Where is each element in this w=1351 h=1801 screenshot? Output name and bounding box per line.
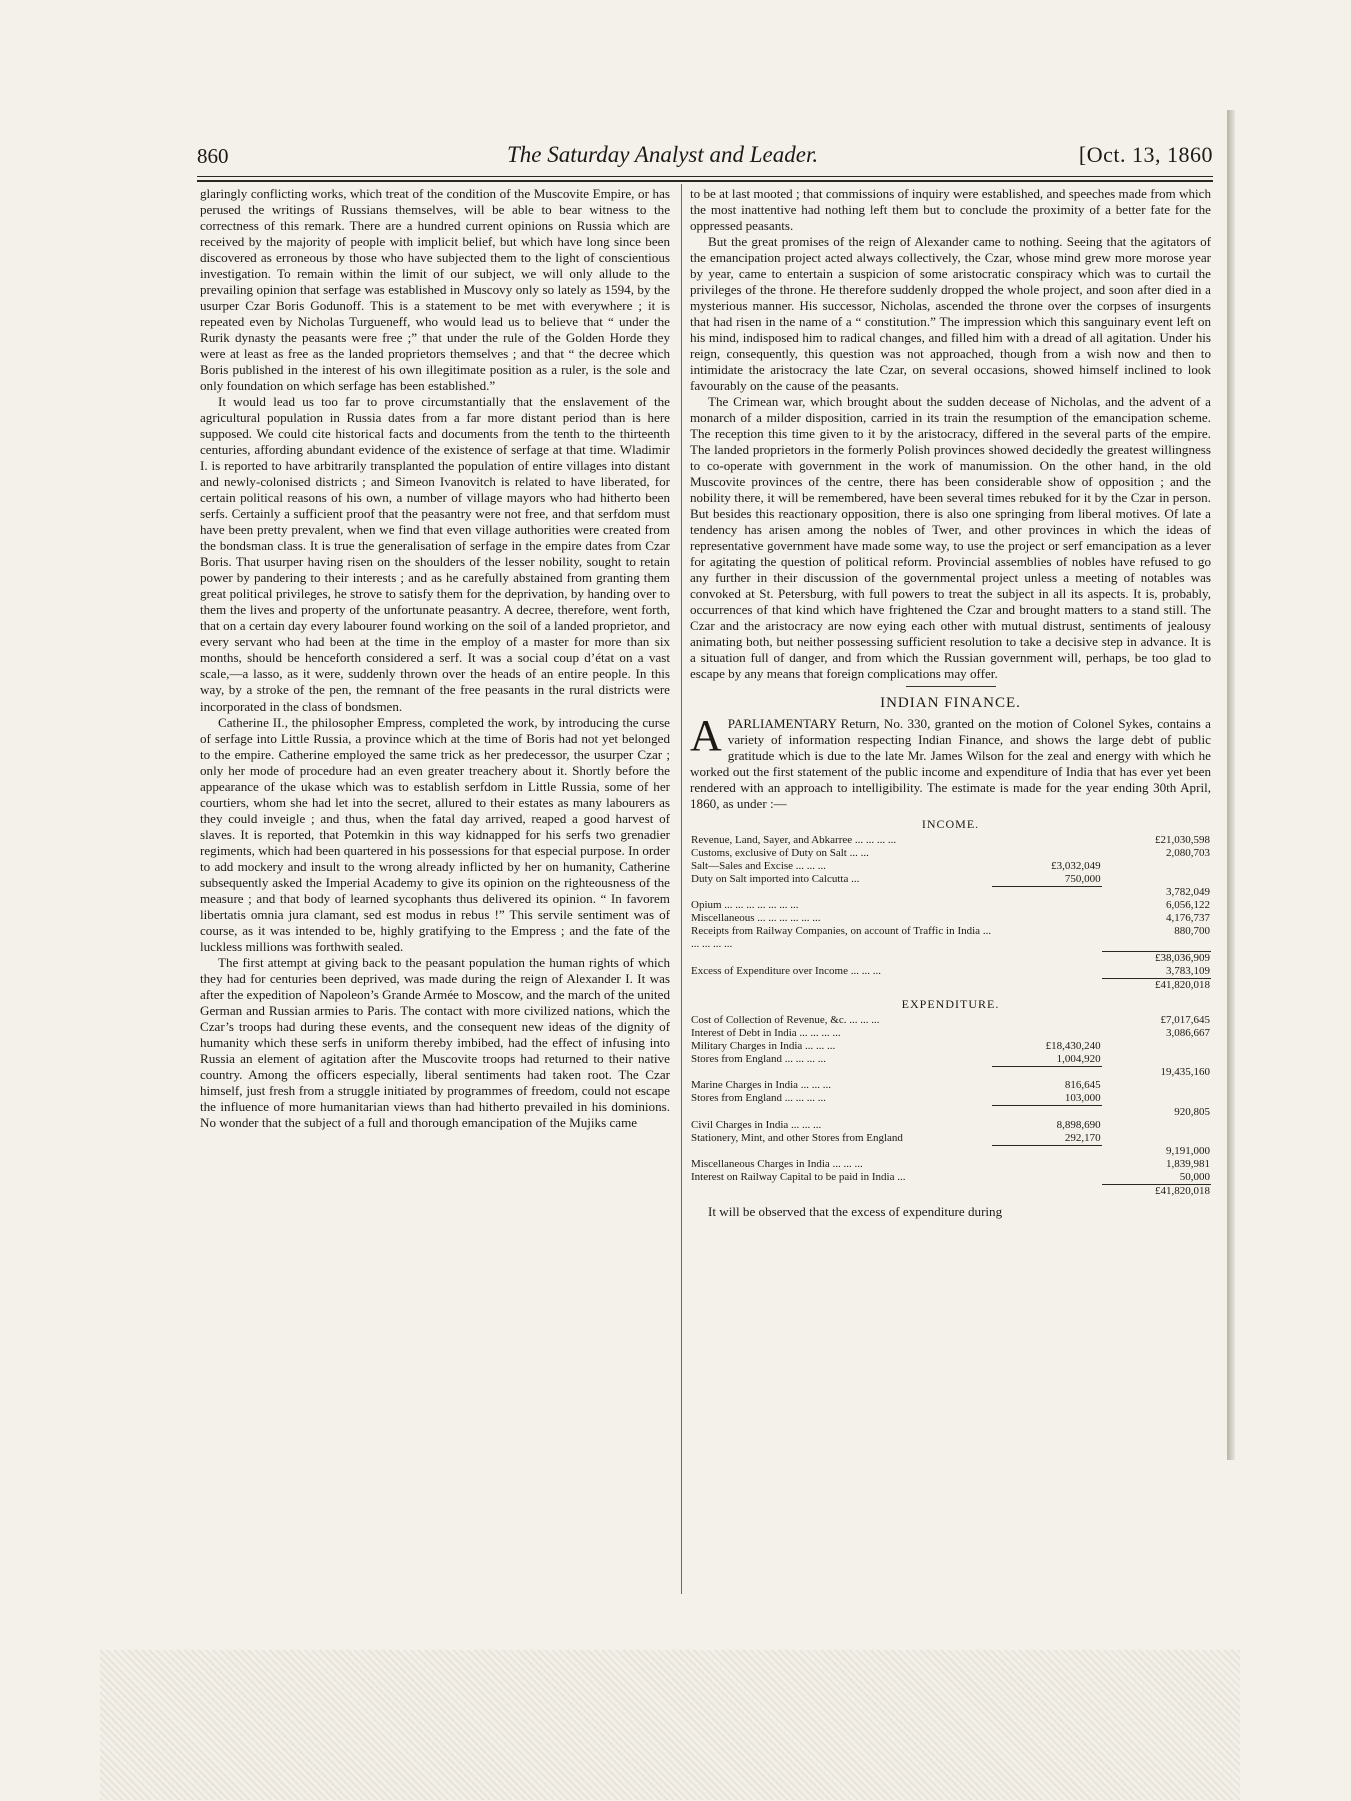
left-column [200, 186, 670, 1131]
finance-row [690, 1119, 1211, 1132]
drop-cap: A [690, 710, 722, 760]
finance-cell-a [992, 978, 1101, 992]
finance-row [690, 1014, 1211, 1027]
finance-cell-b [1102, 1119, 1211, 1132]
finance-cell-a [992, 1027, 1101, 1040]
finance-cell-label: Civil Charges in India ... ... ... [691, 1118, 822, 1131]
finance-cell-a: 816,645 [1064, 1079, 1101, 1092]
header-rule-thick [197, 180, 1213, 182]
article-paragraph: But the great promises of the reign of Alexander came to nothing. Seeing that the agitators of the emancipation project acted always collectively, the Czar, whose mind grew more morose year by year, came to entertain a suspicion of some aristocratic conspiracy which was to curtail the privileges of the throne. He therefore suddenly dropped the whole project, and soon after died in a mysterious manner. His successor, Nicholas, ascended the throne over the corpses of insurgents that had risen in the name of a “ constitution.” The impression which this sanguinary event left on his mind, indisposed him to radical changes, and filled him with a dread of all agitation. Under his reign, consequently, this question was not approached, though from a wish now and then to intimidate the aristocracy the late Czar, on several occasions, showed himself inclined to look favourably on the cause of the peasants. [690, 234, 1211, 394]
page-number: 860 [197, 144, 229, 168]
finance-row [690, 912, 1211, 925]
finance-cell-a [992, 1066, 1101, 1079]
finance-cell-a [992, 847, 1101, 860]
finance-cell-b [1102, 860, 1211, 873]
finance-row [690, 1145, 1211, 1158]
finance-cell-a: 103,000 [992, 1092, 1101, 1106]
finance-row [690, 1092, 1211, 1106]
finance-row [690, 873, 1211, 887]
finance-cell-b: 4,176,737 [1166, 912, 1210, 925]
finance-cell-a [992, 1158, 1101, 1171]
page-edge-shadow [1227, 110, 1235, 1460]
finance-cell-label: Excess of Expenditure over Income ... ... ... [691, 964, 881, 977]
finance-row [690, 1027, 1211, 1040]
finance-cell-label: Duty on Salt imported into Calcutta ... [691, 872, 860, 885]
finance-cell-label: Marine Charges in India ... ... ... [691, 1079, 832, 1092]
finance-cell-a: £18,430,240 [1045, 1039, 1101, 1052]
page-bottom-texture [100, 1650, 1240, 1800]
column-divider [681, 184, 682, 1594]
finance-cell-b [1102, 1132, 1211, 1146]
finance-cell-b [1102, 873, 1211, 887]
right-column [690, 186, 1211, 1220]
finance-cell-label: Opium ... ... ... ... ... ... ... [691, 899, 799, 912]
article-paragraph: It would lead us too far to prove circumstantially that the enslavement of the agricultural population in Russia dates from a far more distant period than is here supposed. We could cite historical facts and documents from the tenth to the thirteenth centuries, affording abundant evidence of the existence of serfage at that time. Wladimir I. is reported to have arbitrarily transplanted the population of entire villages into distant and newly-colonised districts ; and Simeon Ivanovitch is related to have liberated, for certain political reasons of his own, a number of village mayors who had hitherto been serfs. Certainly a sufficient proof that the peasantry were not free, and that serfdom must have been pretty prevalent, when we find that even village authorities were created from the bondsman class. It is true the generalisation of serfage in the empire dates from Czar Boris. That usurper having risen on the shoulders of the lesser nobility, sought to retain power by pandering to their interests ; and as he carefully abstained from granting them great political privileges, he strove to satisfy them for the deprivation, by handing over to them the lives and property of the unfortunate peasantry. A decree, therefore, went forth, that on a certain day every labourer found working on the soil of a landed proprietor, and every servant who had been at the time in the employ of a master for more than six months, should be henceforth considered a serf. It was a social coup d’état on a vast scale,—a lasso, as it were, suddenly thrown over the heads of an entire people. In this way, by a stroke of the pen, the remnant of the free peasants in the rural districts were incorporated in the class of bondsmen. [200, 394, 670, 714]
finance-cell-b [1102, 1079, 1211, 1092]
finance-cell-label: Miscellaneous Charges in India ... ... ... [691, 1158, 863, 1171]
finance-cell-b: £7,017,645 [1160, 1013, 1210, 1026]
finance-cell-b: £21,030,598 [1155, 833, 1210, 846]
finance-cell-label: Revenue, Land, Sayer, and Abkarree ... ... ... ... [691, 833, 897, 846]
finance-cell-b: £38,036,909 [1155, 951, 1210, 964]
finance-cell-label: Interest of Debt in India ... ... ... ... [691, 1026, 841, 1039]
finance-row [690, 1066, 1211, 1079]
finance-cell-b: 3,086,667 [1166, 1026, 1210, 1039]
finance-cell-label: Military Charges in India ... ... ... [691, 1039, 836, 1052]
finance-row [690, 1106, 1211, 1119]
income-table [690, 834, 1211, 992]
page-header [197, 138, 1213, 174]
finance-cell-label: Stores from England ... ... ... ... [691, 1092, 827, 1105]
finance-intro [690, 710, 1211, 812]
finance-cell-label [690, 951, 992, 965]
finance-row [690, 978, 1211, 992]
finance-cell-a [992, 1014, 1101, 1027]
finance-cell-b: 3,782,049 [1166, 886, 1210, 899]
finance-cell-a [992, 899, 1101, 912]
section-title: INDIAN FINANCE. [880, 695, 1021, 712]
finance-cell-b: £41,820,018 [1155, 978, 1210, 991]
finance-cell-label: Stationery, Mint, and other Stores from England [691, 1131, 903, 1144]
finance-cell-b [1102, 1040, 1211, 1053]
finance-cell-b: £41,820,018 [1155, 1185, 1210, 1198]
finance-row [690, 1132, 1211, 1146]
finance-row [690, 965, 1211, 979]
article-paragraph: Catherine II., the philosopher Empress, completed the work, by introducing the curse of serfage into Little Russia, a province which at the time of Boris had not yet belonged to the empire. Catherine employed the same trick as her predecessor, the usurper Czar ; only her mode of procedure had an even greater treachery about it. Shortly before the appearance of the ukase which was to establish serfdom in Little Russia, some of her courtiers, whom she had let into the secret, allured to their estates as many labourers as they could inveigle ; and thus, when the fatal day arrived, reaped a good harvest of slaves. It is reported, that Potemkin in this way kidnapped for his serfs two grenadier regiments, which had been quartered in his possessions for that especial purpose. In order to add mockery and insult to the wrong already inflicted by her on humanity, Catherine subsequently asked the Imperial Academy to give its opinion on the righteousness of the measure ; and that body of learned sycophants thus delivered its opinion. “ In favorem libertatis omnia jura clamant, sed est modus in rebus !” This servile sentiment was of course, as it was intended to be, highly gratifying to the Empress ; and the fate of the luckless millions was forthwith sealed. [200, 714, 670, 954]
finance-cell-b [1102, 1053, 1211, 1067]
finance-row [690, 1040, 1211, 1053]
finance-cell-a [992, 1171, 1101, 1185]
finance-cell-a [992, 834, 1101, 847]
finance-cell-label [690, 886, 992, 899]
finance-row [690, 899, 1211, 912]
finance-row [690, 1053, 1211, 1067]
finance-cell-b: 9,191,000 [1166, 1145, 1210, 1158]
finance-cell-label: Salt—Sales and Excise ... ... ... [691, 859, 827, 872]
article-paragraph: glaringly conflicting works, which treat of the condition of the Muscovite Empire, or has perused the writings of Russians themselves, will be able to bear witness to the correctness of this remark. There are a hundred current opinions on Russia which are received by the majority of people with implicit belief, but which have long since been discovered as erroneous by those who have subjected them to the light of conscientious investigation. To remain within the limit of our subject, we will only allude to the prevailing opinion that serfage was established in Muscovy only so lately as 1594, by the usurper Czar Boris Godunoff. This is a statement to be met with everywhere ; it is repeated even by Nicholas Turgueneff, who would lead us to believe that “ under the Rurik dynasty the peasants were free ;” that under the rule of the Golden Horde they were at least as free as the landed proprietors themselves ; and that “ the decree which Boris published in the interest of his own illegitimate position as a ruler, is the sole and only foundation on which serfage has been established.” [200, 186, 670, 394]
finance-cell-b: 19,435,160 [1160, 1066, 1210, 1079]
finance-cell-a [992, 1106, 1101, 1119]
finance-cell-label [690, 1106, 992, 1119]
finance-cell-a [992, 1185, 1101, 1199]
finance-cell-label: Miscellaneous ... ... ... ... ... ... [691, 912, 821, 925]
finance-cell-label: Stores from England ... ... ... ... [691, 1052, 827, 1065]
finance-cell-a [992, 912, 1101, 925]
issue-date: [Oct. 13, 1860 [1078, 142, 1213, 167]
finance-row [690, 847, 1211, 860]
finance-row [690, 834, 1211, 847]
finance-cell-label [690, 1185, 992, 1199]
finance-row [690, 886, 1211, 899]
finance-cell-a [992, 1145, 1101, 1158]
finance-cell-a: 1,004,920 [992, 1053, 1101, 1067]
finance-cell-b: 3,783,109 [1102, 965, 1211, 979]
finance-cell-a: £3,032,049 [1051, 859, 1101, 872]
finance-cell-b: 2,080,703 [1166, 846, 1210, 859]
finance-cell-b: 6,056,122 [1166, 899, 1210, 912]
section-divider [906, 686, 996, 687]
finance-row [690, 951, 1211, 965]
article-paragraph: The first attempt at giving back to the peasant population the human rights of which they had for centuries been deprived, was made during the reign of Alexander I. It was after the expedition of Napoleon’s Grande Armée to Moscow, and the march of the united German and Russian armies to Paris. The contact with more civilized nations, which the Czar’s troops had during these events, and the consequent new ideas of the dignity of humanity which these serfs in uniform thereby imbibed, had the effect of infusing into Russia an element of agitation after the Muscovite troops had returned to their native country. Among the officers especially, liberal sentiments had taken root. The Czar himself, just fresh from a struggle initiated by programmes of freedom, could not escape the influence of more humanitarian views than had hitherto prevailed in his dominions. No wonder that the subject of a full and thorough emancipation of the Mujiks came [200, 954, 671, 1130]
finance-row [690, 1158, 1211, 1171]
publication-title: The Saturday Analyst and Leader. [507, 142, 819, 167]
header-rule-thin [197, 176, 1213, 177]
finance-cell-label: Interest on Railway Capital to be paid in India ... [691, 1171, 906, 1184]
finance-cell-b: 880,700 [1102, 925, 1211, 951]
closing-line: It will be observed that the excess of expenditure during [708, 1204, 1003, 1220]
finance-row [690, 1079, 1211, 1092]
finance-cell-a [992, 951, 1101, 965]
expenditure-heading: EXPENDITURE. [901, 996, 1000, 1011]
finance-cell-a [992, 925, 1101, 951]
article-paragraph: to be at last mooted ; that commissions of inquiry were established, and speeches made from which the most inattentive had nothing left them but to conclude the proximity of a better fate for the oppressed peasants. [690, 186, 1211, 234]
finance-cell-b [1102, 1092, 1211, 1106]
income-heading: INCOME. [921, 816, 980, 831]
finance-cell-b: 50,000 [1102, 1171, 1211, 1185]
finance-intro-text: PARLIAMENTARY Return, No. 330, granted on the motion of Colonel Sykes, contains a variety of information respecting Indian Finance, and shows the large debt of public gratitude which is due to the late Mr. James Wilson for the zeal and energy with which he worked out the first statement of the public income and expenditure of India that has ever yet been rendered with an approach to intelligibility. The estimate is made for the year ending 30th April, 1860, as under :— [690, 715, 1211, 811]
finance-cell-b: 920,805 [1174, 1105, 1210, 1118]
finance-cell-label [690, 1066, 992, 1079]
expenditure-table [690, 1014, 1211, 1199]
finance-cell-a: 292,170 [992, 1132, 1101, 1146]
finance-cell-b: 1,839,981 [1166, 1158, 1210, 1171]
finance-cell-a: 8,898,690 [1056, 1118, 1101, 1131]
finance-row [690, 1171, 1211, 1185]
finance-cell-label: Cost of Collection of Revenue, &c. ... ... ... [691, 1013, 880, 1026]
finance-row [690, 925, 1211, 951]
finance-cell-a [992, 886, 1101, 899]
finance-row [690, 1185, 1211, 1199]
finance-cell-label: Customs, exclusive of Duty on Salt ... ... [691, 846, 869, 859]
finance-row [690, 860, 1211, 873]
article-paragraph: The Crimean war, which brought about the sudden decease of Nicholas, and the advent of a monarch of a milder disposition, carried in its train the resumption of the emancipation scheme. The reception this time given to it by the aristocracy, differed in the several parts of the empire. The landed proprietors in the formerly Polish provinces showed decidedly the greatest willingness to co-operate with government in the work of manumission. On the other hand, in the old Muscovite provinces of the centre, there has been considerable show of opposition ; and the nobility there, it will be remembered, have been several times rebuked for it by the Czar in person. But besides this reactionary opposition, there is also one springing from liberal motives. Of late a tendency has arisen among the nobles of Twer, and other provinces in which the ideas of representative government have made some way, to use the project or serf emancipation as a lever for agitating the question of political reform. Provincial assemblies of nobles have refused to go any further in their discussion of the governmental project unless a meeting of notables was convoked at St. Petersburg, with full powers to treat the subject in all its aspects. It is, probably, occurrences of that kind which have frightened the Czar and brought matters to a stand still. The Czar and the aristocracy are now eying each other with mutual distrust, sentiments of jealousy animating both, but neither possessing sufficient resolution to take a decisive step in advance. It is a situation full of danger, and from which the Russian government will, perhaps, be too glad to escape by any means that foreign complications may offer. [690, 394, 1211, 682]
finance-cell-label [690, 1145, 992, 1158]
finance-cell-label [690, 978, 992, 992]
finance-cell-a [992, 965, 1101, 979]
finance-cell-label: Receipts from Railway Companies, on account of Traffic in India ... ... ... ... ... [691, 925, 992, 951]
finance-cell-a: 750,000 [992, 873, 1101, 887]
